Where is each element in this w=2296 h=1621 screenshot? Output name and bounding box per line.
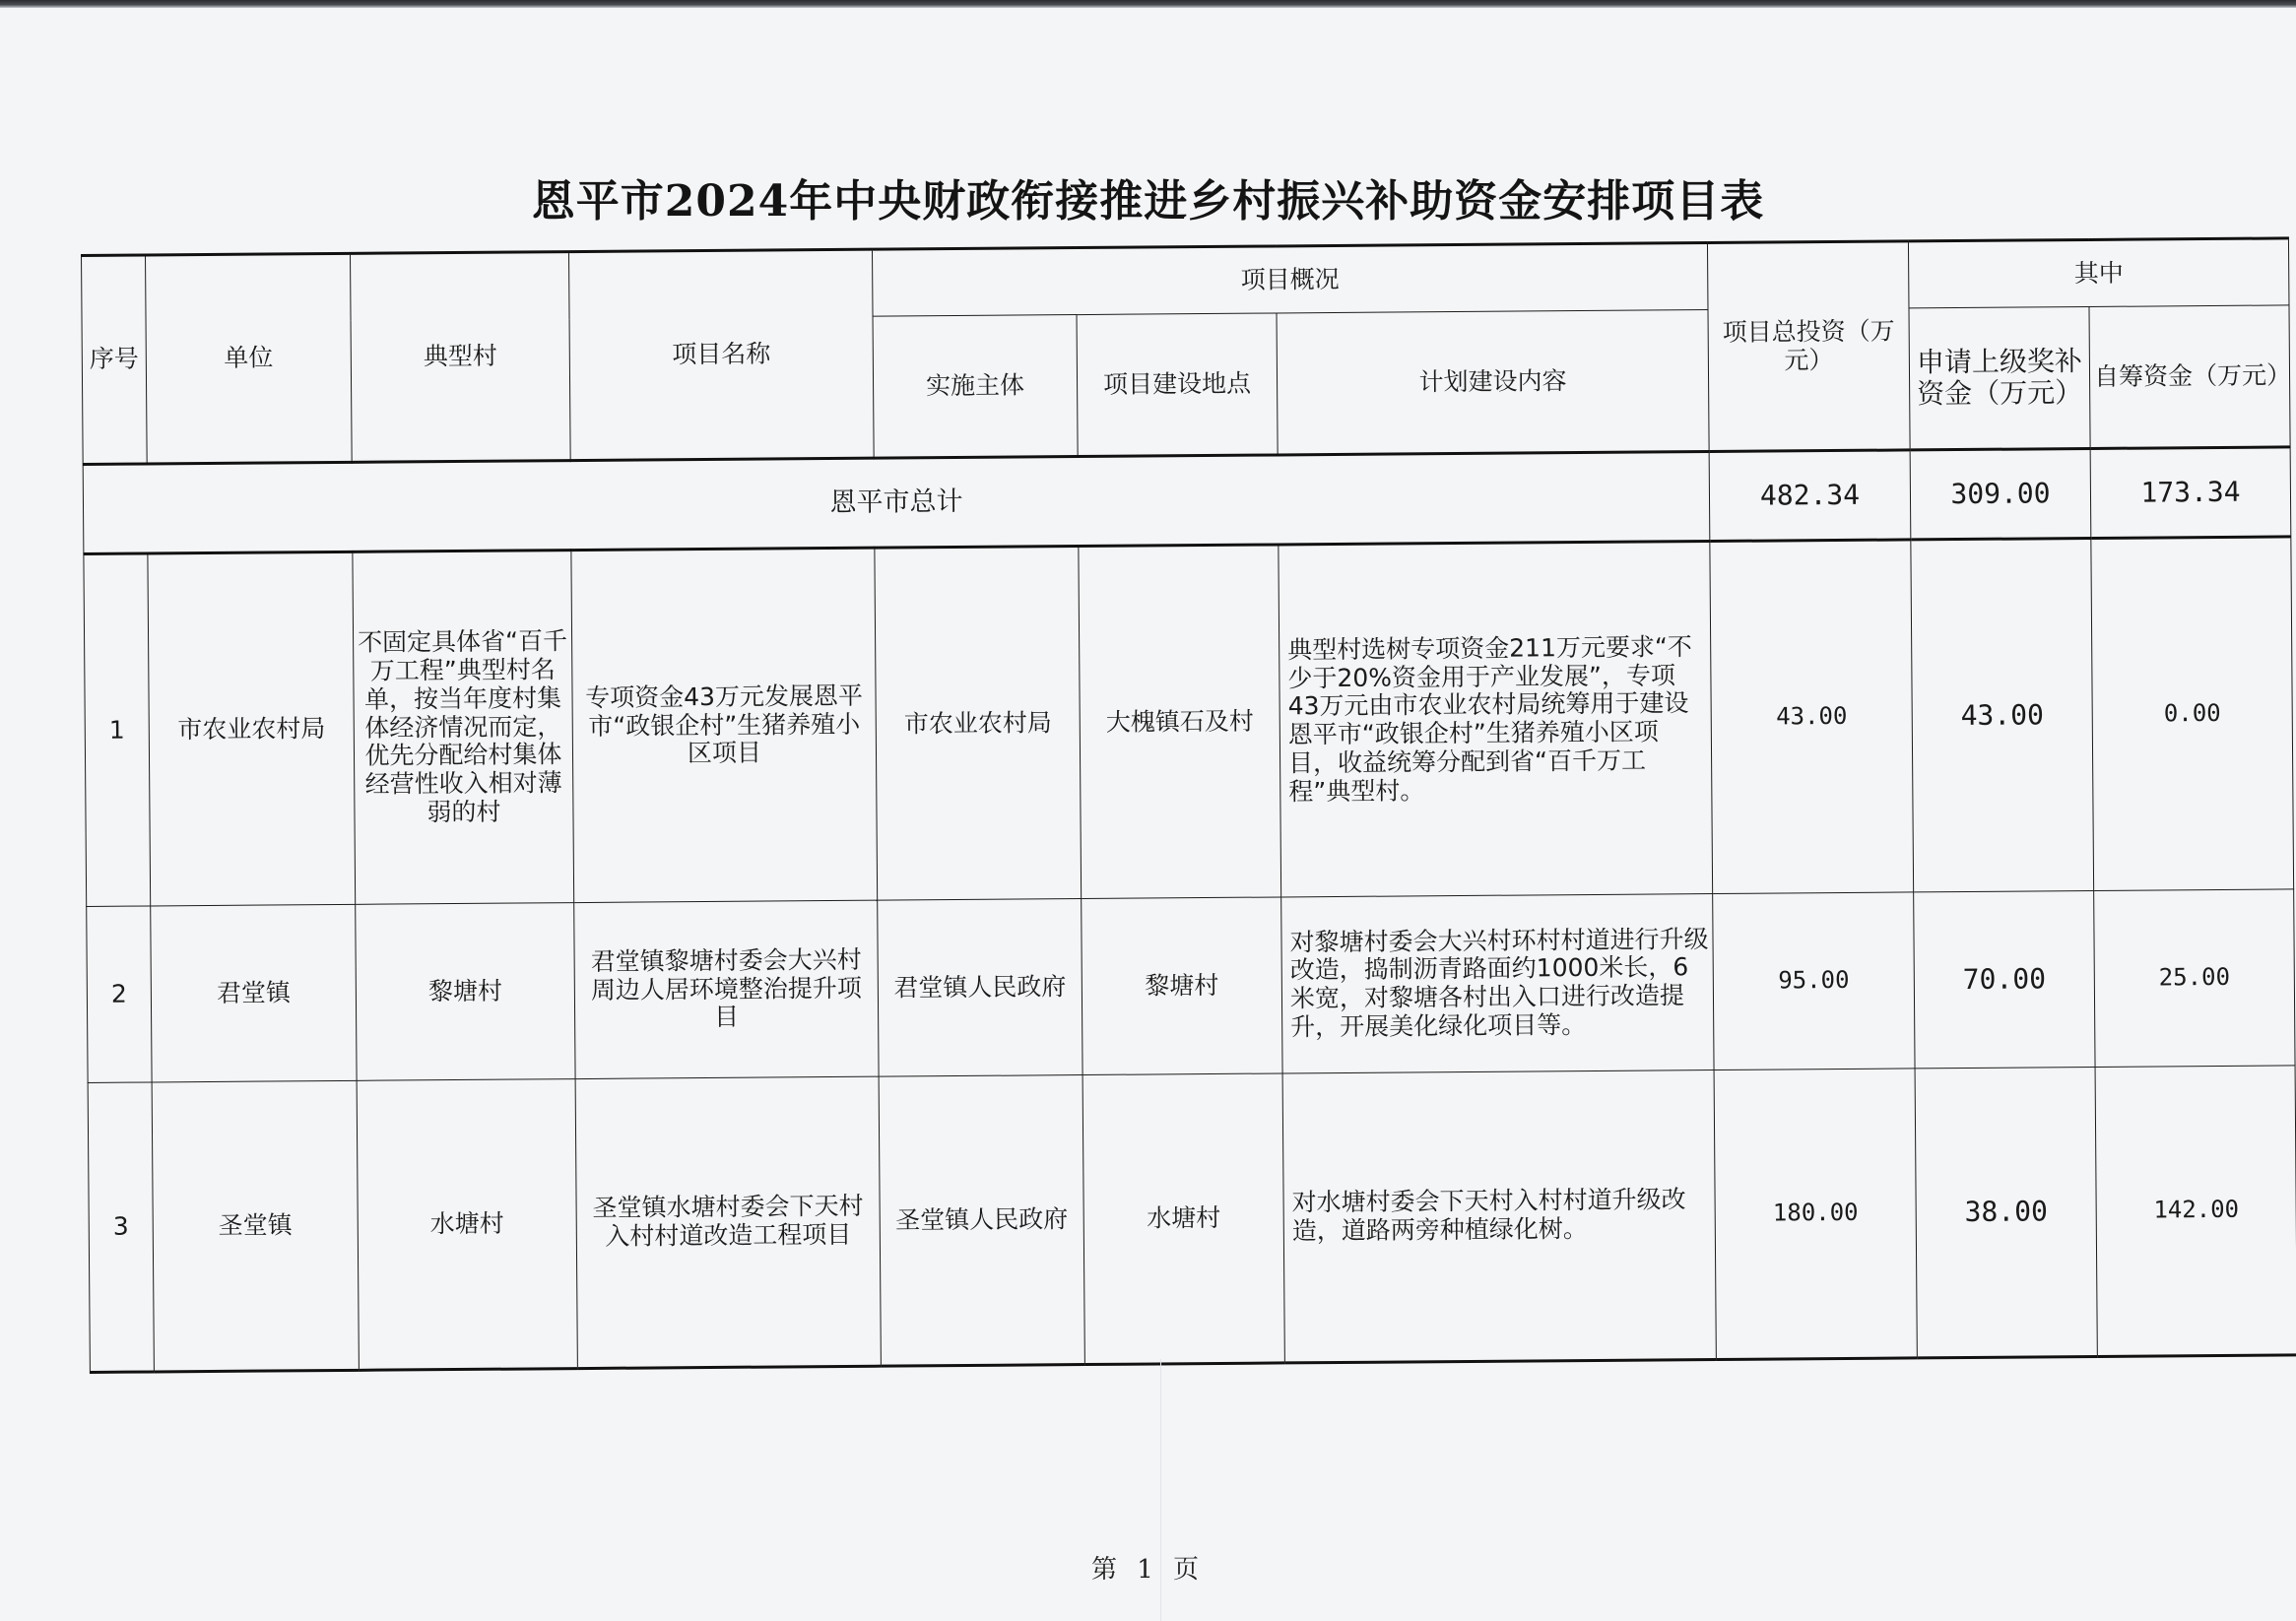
header-superior-subsidy: 申请上级奖补资金（万元） <box>1909 306 2090 449</box>
cell-typical-village: 黎塘村 <box>356 903 575 1081</box>
header-total-investment: 项目总投资（万元） <box>1707 241 1910 452</box>
cell-project-name: 专项资金43万元发展恩平市“政银企村”生猪养殖小区项目 <box>571 548 878 902</box>
header-of-which-group: 其中 <box>1908 238 2289 308</box>
cell-total-investment: 43.00 <box>1710 540 1914 894</box>
cell-location: 大槐镇石及村 <box>1079 545 1281 899</box>
header-project-name: 项目名称 <box>568 249 874 460</box>
header-unit: 单位 <box>146 253 353 464</box>
table-row <box>84 537 2294 907</box>
table-row <box>87 889 2295 1083</box>
cell-project-name: 君堂镇黎塘村委会大兴村周边人居环境整治提升项目 <box>574 900 879 1078</box>
cell-self-raised: 25.00 <box>2094 889 2295 1068</box>
cell-unit: 市农业农村局 <box>148 551 356 906</box>
header-seq: 序号 <box>82 255 148 465</box>
cell-implementer: 君堂镇人民政府 <box>878 899 1082 1077</box>
cell-typical-village: 水塘村 <box>357 1079 577 1371</box>
cell-self-raised: 142.00 <box>2095 1066 2296 1357</box>
total-row <box>83 447 2291 554</box>
cell-self-raised: 0.00 <box>2091 537 2294 891</box>
cell-implementer: 市农业农村局 <box>875 547 1082 901</box>
page-title: 恩平市2024年中央财政衔接推进乡村振兴补助资金安排项目表 <box>531 176 1765 227</box>
cell-typical-village: 不固定具体省“百千万工程”典型村名单，按当年度村集体经济情况而定，优先分配给村集体经营性收入相对薄弱的村 <box>353 551 574 905</box>
header-content: 计划建设内容 <box>1277 310 1709 455</box>
cell-unit: 圣堂镇 <box>152 1080 359 1372</box>
cell-content: 对水塘村委会下天村入村村道升级改造，道路两旁种植绿化树。 <box>1282 1070 1716 1363</box>
header-location: 项目建设地点 <box>1077 313 1278 457</box>
cell-seq: 3 <box>88 1082 154 1373</box>
cell-unit: 君堂镇 <box>151 904 357 1082</box>
header-overview-group: 项目概况 <box>872 243 1708 317</box>
total-self-raised-value: 173.34 <box>2090 447 2291 539</box>
cell-superior-subsidy: 43.00 <box>1911 538 2094 891</box>
cell-content: 典型村选树专项资金211万元要求“不少于20%资金用于产业发展”，专项43万元由市农业农村局统筹用于建设恩平市“政银企村”生猪养殖小区项目，收益统筹分配到省“百千万工程”典型村。 <box>1279 542 1713 897</box>
table-row <box>88 1066 2296 1373</box>
total-superior-subsidy-value: 309.00 <box>1910 448 2091 539</box>
page-number: 第 1 页 <box>1090 1555 1206 1585</box>
cell-total-investment: 95.00 <box>1713 892 1915 1070</box>
cell-project-name: 圣堂镇水塘村委会下天村入村村道改造工程项目 <box>575 1076 881 1368</box>
header-typical-village: 典型村 <box>351 252 571 463</box>
cell-superior-subsidy: 38.00 <box>1915 1067 2097 1357</box>
cell-location: 黎塘村 <box>1082 897 1282 1075</box>
cell-superior-subsidy: 70.00 <box>1914 890 2095 1068</box>
cell-content: 对黎塘村委会大兴村环村村道进行升级改造，捣制沥青路面约1000米长，6米宽，对黎塘各村出入口进行改造提升，开展美化绿化项目等。 <box>1281 894 1714 1073</box>
header-implementer: 实施主体 <box>873 315 1078 459</box>
cell-total-investment: 180.00 <box>1714 1069 1917 1360</box>
cell-implementer: 圣堂镇人民政府 <box>879 1075 1084 1367</box>
scan-edge-band <box>0 0 2296 8</box>
cell-seq: 2 <box>87 906 152 1083</box>
cell-location: 水塘村 <box>1082 1073 1284 1365</box>
cell-seq: 1 <box>84 553 151 906</box>
total-label: 恩平市总计 <box>83 452 1710 554</box>
header-self-raised: 自筹资金（万元） <box>2089 305 2290 449</box>
total-investment-value: 482.34 <box>1709 450 1911 542</box>
funding-project-table <box>81 236 2296 1374</box>
